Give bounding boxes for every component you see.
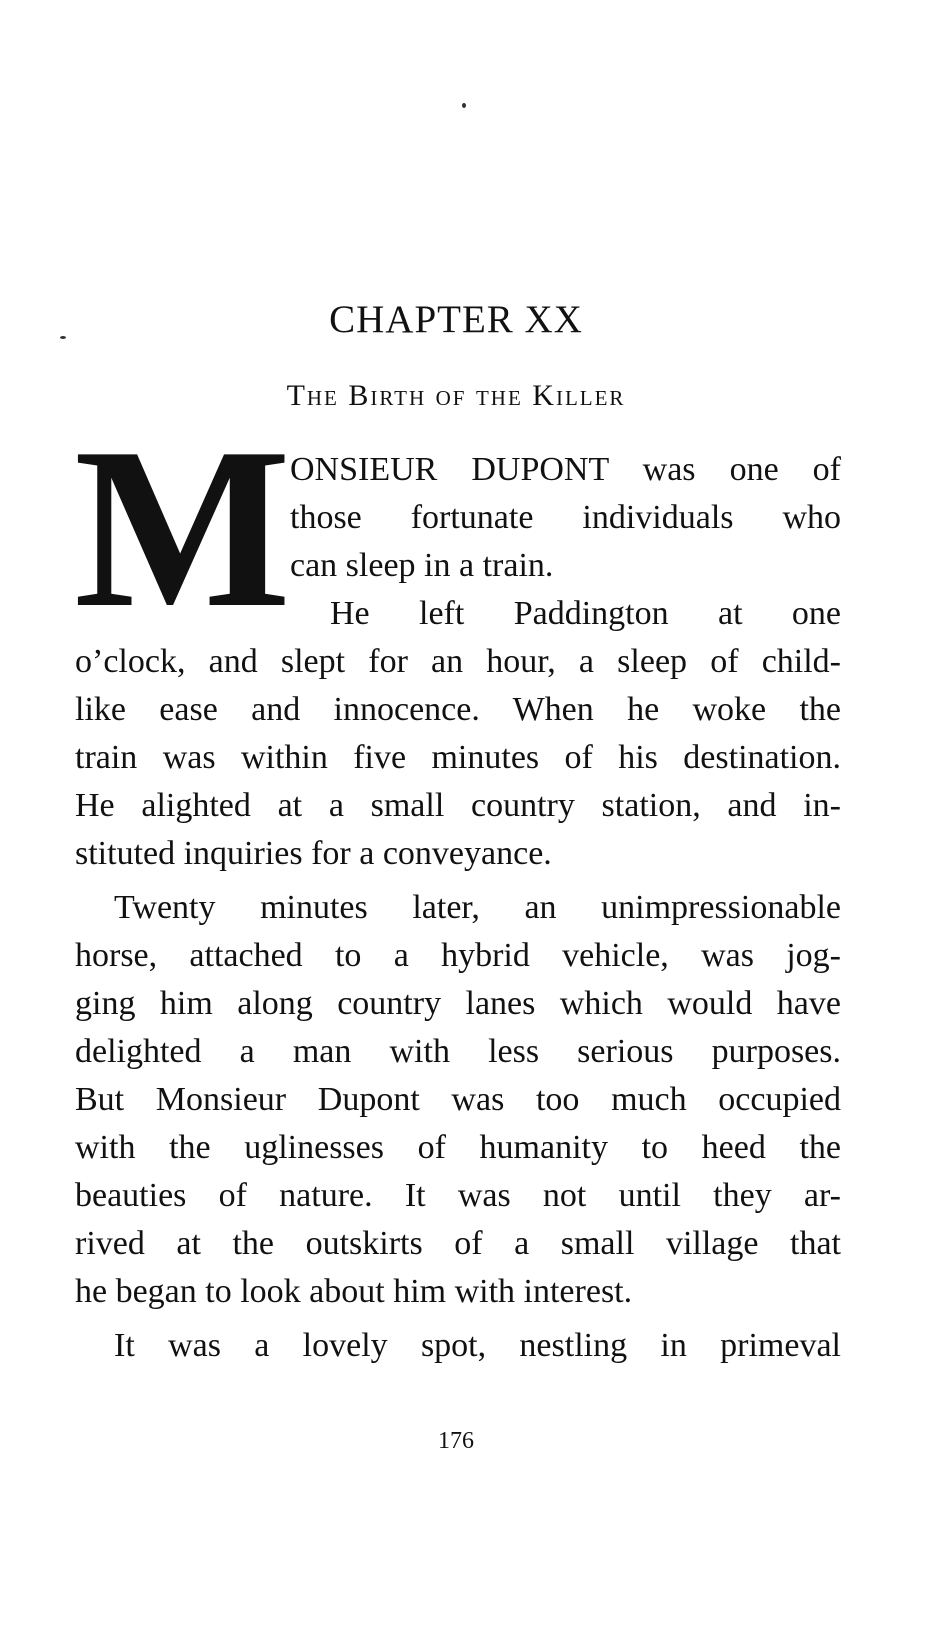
text-line: He alighted at a small country station, and in- xyxy=(75,787,841,824)
text-line: those fortunate individuals who xyxy=(290,499,841,536)
text-line: train was within five minutes of his destination. xyxy=(75,739,841,776)
text-line: horse, attached to a hybrid vehicle, was jog- xyxy=(75,937,841,974)
text-line: It was a lovely spot, nestling in primeval xyxy=(114,1327,841,1364)
text-line: stituted inquiries for a conveyance. xyxy=(75,835,552,872)
text-line: can sleep in a train. xyxy=(290,547,554,584)
text-line: ging him along country lanes which would have xyxy=(75,985,841,1022)
print-speck xyxy=(462,103,466,108)
text-line: Twenty minutes later, an unimpressionable xyxy=(114,889,841,926)
drop-cap: M xyxy=(74,400,288,655)
chapter-title: The Birth of the Killer xyxy=(286,379,626,412)
text-line: he began to look about him with interest. xyxy=(75,1273,633,1310)
page-number: 176 xyxy=(438,1428,474,1454)
text-line: He left Paddington at one xyxy=(330,595,841,632)
text-line: o’clock, and slept for an hour, a sleep of child- xyxy=(75,643,841,680)
text-line: like ease and innocence. When he woke the xyxy=(75,691,841,728)
text-line: beauties of nature. It was not until they ar- xyxy=(75,1177,841,1214)
text-line: ONSIEUR DUPONT was one of xyxy=(290,451,841,488)
text-line: delighted a man with less serious purposes. xyxy=(75,1033,841,1070)
chapter-number: CHAPTER XX xyxy=(329,298,583,341)
text-line: rived at the outskirts of a small village that xyxy=(75,1225,841,1262)
text-line: with the uglinesses of humanity to heed the xyxy=(75,1129,841,1166)
text-line: But Monsieur Dupont was too much occupied xyxy=(75,1081,841,1118)
